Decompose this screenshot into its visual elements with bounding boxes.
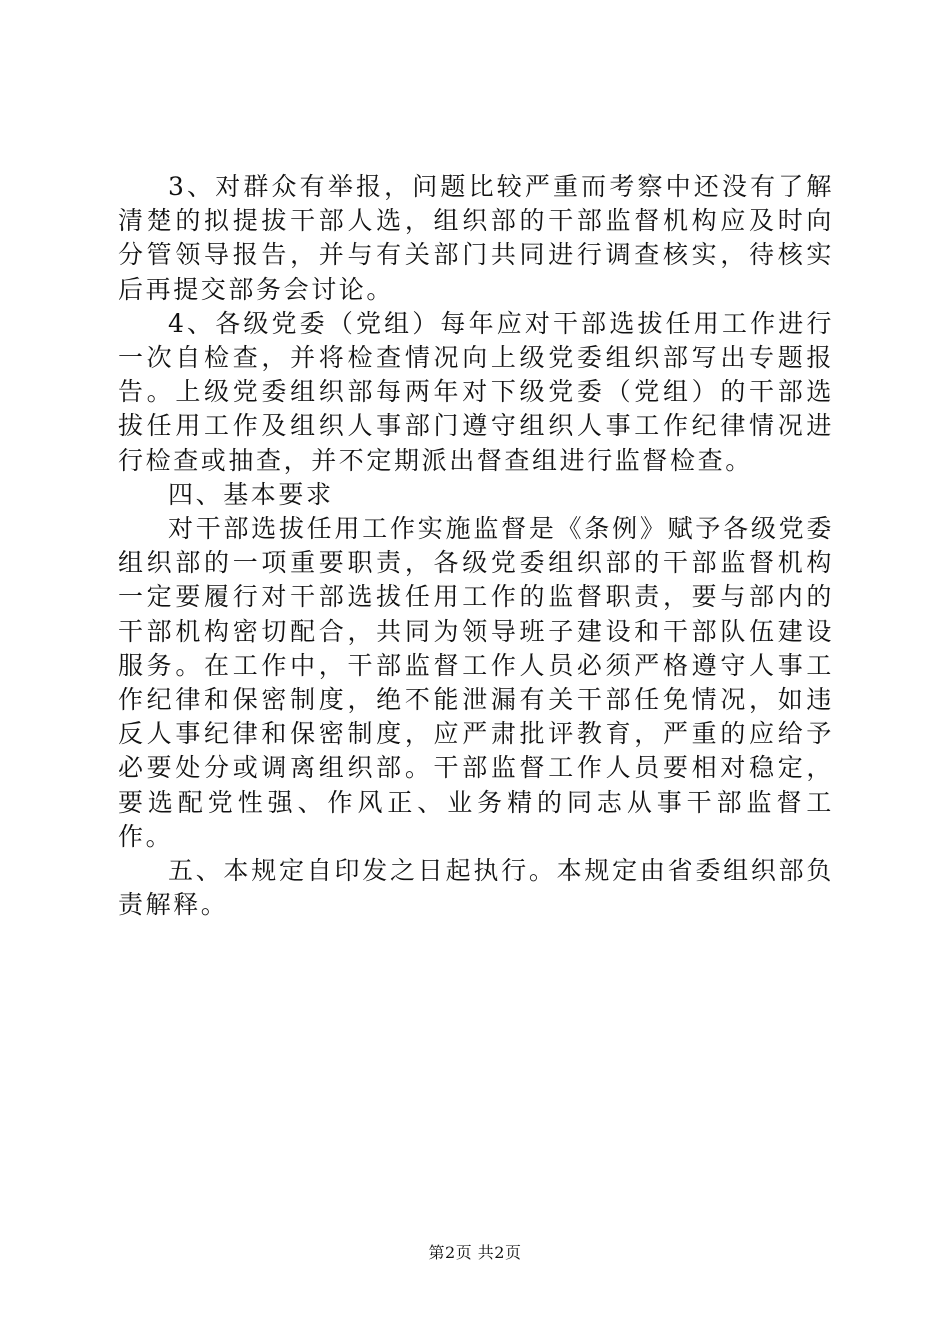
page-number-footer: 第2页 共2页 <box>428 1243 522 1262</box>
section-heading-basic-requirements: 四、基本要求 <box>168 479 334 509</box>
paragraph-item-3-report-verification: 3、对群众有举报，问题比较严重而考察中还没有了解清楚的拟提拔干部人选，组织部的干部监督机构应及时向分管领导报告，并与有关部门共同进行调查核实，待核实后再提交部务会讨论。 <box>118 172 834 304</box>
paragraph-effective-date: 五、本规定自印发之日起执行。本规定由省委组织部负责解释。 <box>118 856 834 920</box>
paragraph-basic-requirements-body: 对干部选拔任用工作实施监督是《条例》赋予各级党委组织部的一项重要职责，各级党委组织部的干部监督机构一定要履行对干部选拔任用工作的监督职责，要与部内的干部机构密切配合，共同为领导班子建设和干部队伍建设服务。在工作中，干部监督工作人员必须严格遵守人事工作纪律和保密制度，绝不能泄漏有关干部任免情况，如违反人事纪律和保密制度，应严肃批评教育，严重的应给予必要处分或调离组织部。干部监督工作人员要相对稳定，要选配党性强、作风正、业务精的同志从事干部监督工作。 <box>118 514 834 851</box>
paragraph-item-4-self-inspection: 4、各级党委（党组）每年应对干部选拔任用工作进行一次自检查，并将检查情况向上级党委组织部写出专题报告。上级党委组织部每两年对下级党委（党组）的干部选拔任用工作及组织人事部门遵守组织人事工作纪律情况进行检查或抽查，并不定期派出督查组进行监督检查。 <box>118 308 834 475</box>
document-body <box>118 170 834 922</box>
